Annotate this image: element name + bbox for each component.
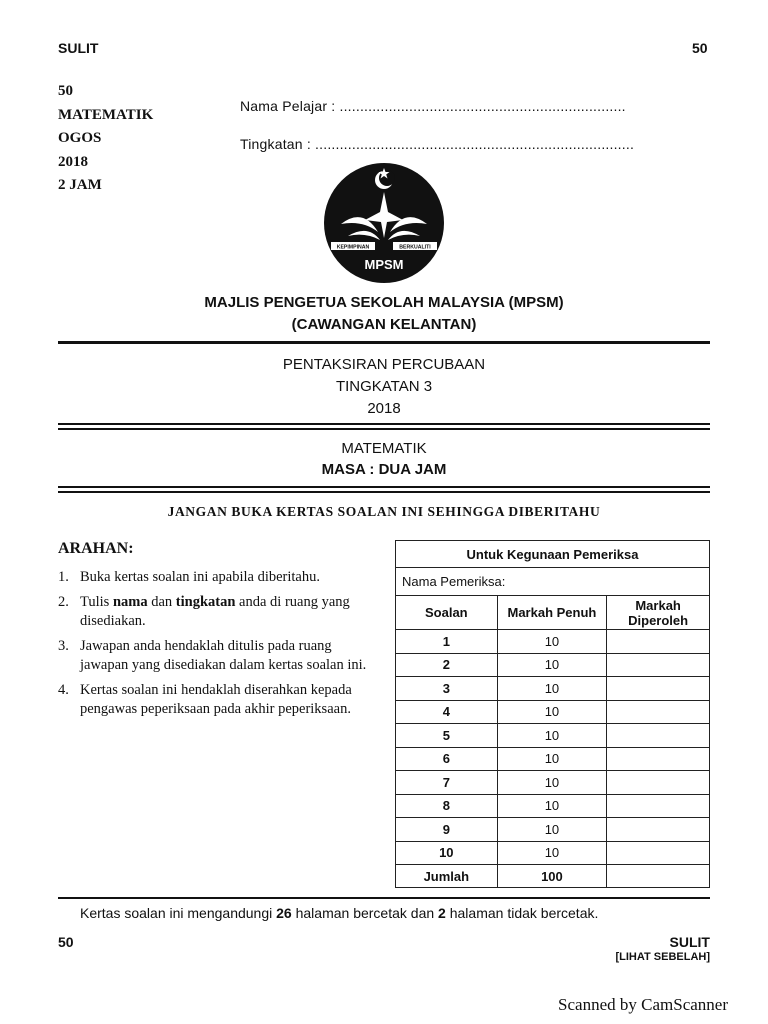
- exam-level: TINGKATAN 3: [335, 378, 433, 395]
- divider-rule: [58, 491, 710, 493]
- divider-rule: [58, 486, 710, 488]
- question-number: 7: [396, 771, 498, 795]
- obtained-marks-cell[interactable]: [607, 724, 710, 748]
- full-marks: 10: [497, 771, 607, 795]
- student-name-field[interactable]: [240, 98, 626, 114]
- obtained-marks-cell[interactable]: [607, 677, 710, 701]
- table-row: [396, 630, 710, 654]
- table-row: [396, 700, 710, 724]
- paper-code-duration: 2 JAM: [58, 177, 102, 193]
- instruction-text: Jawapan anda hendaklah ditulis pada ruang jawapan yang disediakan dalam kertas soalan ini.: [80, 638, 367, 673]
- table-row: [396, 771, 710, 795]
- instruction-number: 1.: [58, 569, 69, 585]
- instruction-text: Tulis nama dan tingkatan anda di ruang yang disediakan.: [80, 594, 350, 629]
- divider-rule: [58, 428, 710, 430]
- exam-year: 2018: [367, 400, 401, 417]
- class-dots: ..............................................................................: [315, 136, 635, 152]
- obtained-marks-cell[interactable]: [607, 653, 710, 677]
- total-label: Jumlah: [396, 865, 498, 888]
- divider-rule: [58, 423, 710, 425]
- paper-code-number: 50: [58, 83, 73, 99]
- obtained-marks-cell[interactable]: [607, 841, 710, 865]
- question-number: 4: [396, 700, 498, 724]
- subject-time: MASA : DUA JAM: [321, 461, 447, 478]
- student-name-dots: ......................................................................: [339, 98, 626, 114]
- full-marks: 10: [497, 677, 607, 701]
- col-header-full-marks: Markah Penuh: [497, 596, 607, 630]
- paper-code-month: OGOS: [58, 130, 102, 146]
- student-name-label: Nama Pelajar :: [240, 98, 336, 114]
- question-number: 10: [396, 841, 498, 865]
- full-marks: 10: [497, 747, 607, 771]
- obtained-marks-cell[interactable]: [607, 771, 710, 795]
- instruction-item: [58, 568, 383, 587]
- mpsm-logo: [323, 162, 445, 289]
- table-row: [396, 841, 710, 865]
- question-number: 8: [396, 794, 498, 818]
- footer-next-page: [LIHAT SEBELAH]: [615, 951, 710, 963]
- subject-name: MATEMATIK: [341, 440, 427, 457]
- question-number: 1: [396, 630, 498, 654]
- header-paper-number: 50: [692, 40, 708, 56]
- question-number: 3: [396, 677, 498, 701]
- exam-title: PENTAKSIRAN PERCUBAAN: [282, 356, 486, 373]
- paper-code-year: 2018: [58, 153, 88, 170]
- logo-ribbon-right: BERKUALITI: [399, 244, 431, 251]
- col-header-marks-obtained: Markah Diperoleh: [607, 596, 710, 630]
- table-title: Untuk Kegunaan Pemeriksa: [396, 541, 710, 568]
- obtained-marks-cell[interactable]: [607, 818, 710, 842]
- instruction-number: 4.: [58, 682, 69, 698]
- council-branch: (CAWANGAN KELANTAN): [291, 316, 477, 333]
- logo-ribbon-left: KEPIMPINAN: [336, 244, 370, 251]
- question-number: 5: [396, 724, 498, 748]
- question-number: 9: [396, 818, 498, 842]
- instructions-list: [58, 568, 383, 725]
- full-marks: 10: [497, 653, 607, 677]
- class-label: Tingkatan :: [240, 136, 311, 152]
- paper-code-block: [58, 80, 153, 198]
- total-value: 100: [497, 865, 607, 888]
- obtained-marks-cell[interactable]: [607, 794, 710, 818]
- logo-text: MPSM: [364, 257, 404, 272]
- warning-notice: JANGAN BUKA KERTAS SOALAN INI SEHINGGA DIBERITAHU: [167, 504, 601, 519]
- page-count-note: Kertas soalan ini mengandungi 26 halaman bercetak dan 2 halaman tidak bercetak.: [80, 905, 599, 921]
- header-classification: SULIT: [58, 40, 99, 56]
- table-row: [396, 747, 710, 771]
- instruction-number: 3.: [58, 638, 69, 654]
- examiner-name-field[interactable]: Nama Pemeriksa:: [396, 568, 710, 596]
- full-marks: 10: [497, 818, 607, 842]
- instructions-heading: ARAHAN:: [58, 540, 134, 557]
- footer-classification: SULIT: [669, 934, 710, 950]
- divider-rule: [58, 341, 710, 344]
- table-row: [396, 677, 710, 701]
- instruction-number: 2.: [58, 594, 69, 610]
- table-row: [396, 794, 710, 818]
- examiner-marks-table: [395, 540, 710, 888]
- table-row: [396, 818, 710, 842]
- obtained-marks-cell[interactable]: [607, 630, 710, 654]
- total-obtained-cell[interactable]: [607, 865, 710, 888]
- col-header-question: Soalan: [396, 596, 498, 630]
- instruction-item: [58, 681, 383, 719]
- full-marks: 10: [497, 724, 607, 748]
- full-marks: 10: [497, 841, 607, 865]
- obtained-marks-cell[interactable]: [607, 700, 710, 724]
- instruction-item: [58, 593, 383, 631]
- scanner-watermark: Scanned by CamScanner: [558, 995, 728, 1014]
- class-field[interactable]: [240, 136, 634, 152]
- question-number: 2: [396, 653, 498, 677]
- paper-code-subject: MATEMATIK: [58, 106, 154, 123]
- full-marks: 10: [497, 700, 607, 724]
- footer-paper-number: 50: [58, 934, 74, 950]
- council-name: MAJLIS PENGETUA SEKOLAH MALAYSIA (MPSM): [204, 294, 564, 311]
- instruction-text: Buka kertas soalan ini apabila diberitahu.: [80, 569, 320, 585]
- full-marks: 10: [497, 794, 607, 818]
- table-row: [396, 724, 710, 748]
- full-marks: 10: [497, 630, 607, 654]
- instruction-text: Kertas soalan ini hendaklah diserahkan kepada pengawas peperiksaan pada akhir peperiksaan.: [80, 682, 352, 717]
- obtained-marks-cell[interactable]: [607, 747, 710, 771]
- table-row: [396, 653, 710, 677]
- question-number: 6: [396, 747, 498, 771]
- instruction-item: [58, 637, 383, 675]
- divider-rule: [58, 897, 710, 899]
